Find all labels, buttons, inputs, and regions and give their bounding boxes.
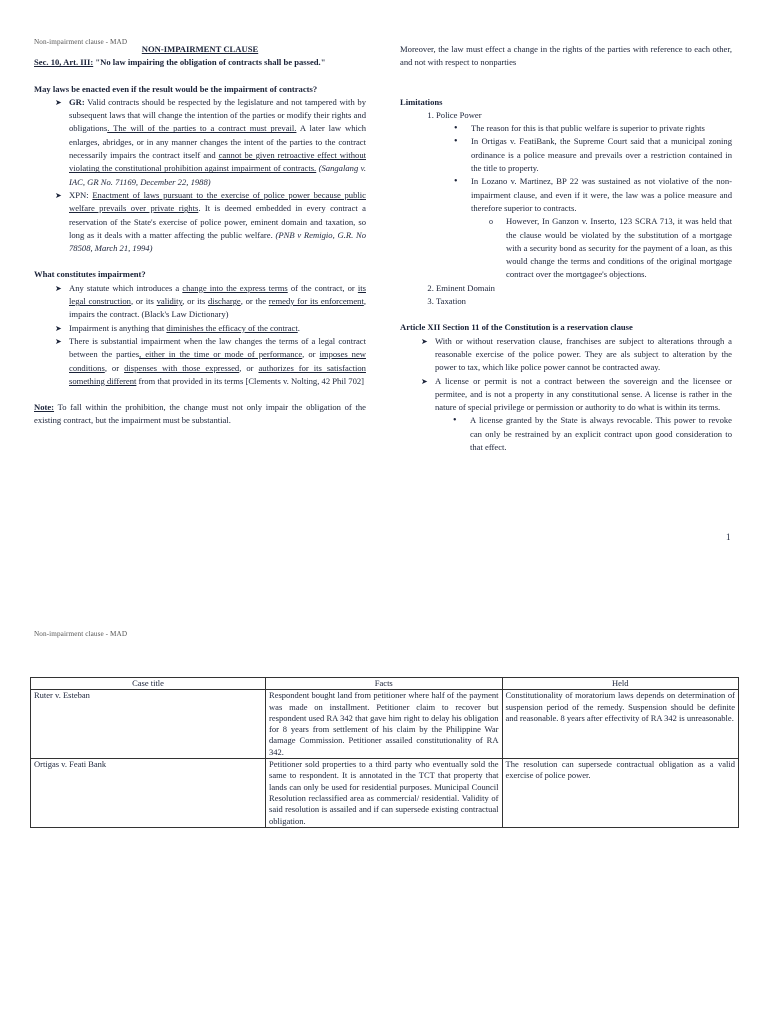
impairment-list: [34, 282, 366, 388]
page-gap: [0, 560, 768, 612]
limitations-list: [400, 109, 732, 308]
list-item: ➤ With or without reservation clause, franchises are subject to alterations through a reasonable exercise of the police power. They are als subject to alteration by the power to tax, which like police power cannot be contracted away.: [435, 335, 732, 375]
document-page-2: [0, 612, 768, 1024]
question-heading-2: What constitutes impairment?: [34, 269, 146, 280]
case-title-cell: Ruter v. Esteban: [31, 690, 266, 759]
column-header: Held: [502, 678, 739, 690]
held-cell: Constitutionality of moratorium laws depends on determination of suspension period of the remedy. Suspension should be definite and reasonable. 8 years after effectivity of RA 342 is unreasonable.: [502, 690, 739, 759]
case-table: [30, 677, 739, 828]
facts-cell: Petitioner sold properties to a third party who eventually sold the same to respondent. It is annotated in the TCT that property that lands can only be used for residential purposes. Municipal Council Resolution reclassified area as commercial/ residential. Validity of said resolution is assailed and if can supersede existing contractual obligation.: [266, 759, 502, 828]
left-column: [34, 43, 366, 428]
list-item: • In Lozano v. Martinez, BP 22 was sustained as not violative of the non-impairment clause, and even if it were, the law was a police measure and therefore superior to contracts. o However, In Ganzon v. Inserto, 123 SCRA 713, it was held that the clause would be violated by the substitution of a mortgage with a security bond as security for the payment of a loan, as this would change the terms and conditions of the original mortgage contract over the mortgagee's objections.: [471, 175, 732, 281]
page-header: Non-impairment clause - MAD: [34, 38, 128, 46]
page-number: 1: [726, 532, 731, 542]
list-item: • The reason for this is that public welfare is superior to private rights: [471, 122, 732, 135]
facts-cell: Respondent bought land from petitioner where half of the payment was made on installment. Petitioner claim to recover but respondent used RA 342 that gave him right to delay his obligation for 8 years from settlement of his claim by the Philippine War damage Commission. Petitioner assailed constitutionality of RA 342.: [266, 690, 502, 759]
right-column: [400, 43, 732, 454]
exception-item: ➤ XPN: Enactment of laws pursuant to the exercise of police power because public welfare prevails over private rights. It is deemed embedded in every contract a reservation of the State's exercise of police power, eminent domain and taxation, so long as it deals with a matter affecting the public welfare. (PNB v Remigio, G.R. No 78508, March 21, 1994): [69, 189, 366, 255]
limitation-police-power: 1. Police Power • The reason for this is that public welfare is superior to private rights • In Ortigas v. FeatiBank, the Supreme Court said that a municipal zoning ordinance is a police measure and prevails over a restriction contained in the title to property. • In Lozano v. Martinez, BP 22 was sustained as not violative of the non-impairment clause, and even if it were, the law was a police measure and therefore superior to contracts. o However, In Ganzon v. Inserto, 123 SCRA 713, it was held that the clause would be violated by the substitution of a mortgage with a security bond as security for the payment of a loan, as this would change the terms and conditions of the original mortgage contract over the mortgagee's objections.: [436, 109, 732, 282]
list-item: ➤ A license or permit is not a contract between the sovereign and the licensee or permitee, and is not a property in any constitutional sense. A license is rather in the nature of special privilege or permission or authority to do what is within its terms. • A license granted by the State is always revocable. This power to revoke can only be restrained by an explicit contract upon good consideration to that effect.: [435, 375, 732, 455]
limitation-taxation: 3. Taxation: [436, 295, 732, 308]
rule-list: [34, 96, 366, 256]
question-heading: May laws be enacted even if the result would be the impairment of contracts?: [34, 83, 318, 94]
article-heading: Article XII Section 11 of the Constitution is a reservation clause: [400, 322, 633, 333]
list-item: ➤ Any statute which introduces a change into the express terms of the contract, or its legal construction, or its validity, or its discharge, or the remedy for its enforcement, impairs the contract. (Black's Law Dictionary): [69, 282, 366, 322]
moreover-paragraph: Moreover, the law must effect a change in the rights of the parties with reference to each other, and not with respect to nonparties: [400, 44, 732, 68]
held-cell: The resolution can supersede contractual obligation as a valid exercise of police power.: [502, 759, 739, 828]
list-item: ➤ Impairment is anything that diminishes the efficacy of the contract.: [69, 322, 366, 335]
list-item: o However, In Ganzon v. Inserto, 123 SCRA 713, it was held that the clause would be violated by the substitution of a mortgage with a security bond as security for the payment of a loan, as this would change the terms and conditions of the original mortgage contract over the mortgagee's objections.: [506, 215, 732, 281]
list-item: ➤ There is substantial impairment when the law changes the terms of a legal contract between the parties, either in the time or mode of performance, or imposes new conditions, or dispenses with those expressed, or authorizes for its satisfaction something different from that provided in its terms [Clements v. Nolting, 42 Phil 702]: [69, 335, 366, 388]
license-bullets: [435, 414, 732, 454]
table-row: [31, 759, 739, 828]
column-header: Case title: [31, 678, 266, 690]
column-header: Facts: [266, 678, 502, 690]
limitations-heading: Limitations: [400, 96, 443, 107]
general-rule-item: ➤ GR: Valid contracts should be respected by the legislature and not tampered with by subsequent laws that will change the intention of the parties or modify their rights and obligations. The will of the parties to a contract must prevail. A later law which enlarges, abridges, or in any manner changes the intent of the parties to the contract necessarily impairs the contract itself and cannot be given retroactive effect without violating the constitutional prohibition against impairment of contracts. (Sangalang v. IAC, GR No. 71169, December 22, 1988): [69, 96, 366, 189]
page-header: Non-impairment clause - MAD: [34, 630, 128, 638]
table-row: [31, 690, 739, 759]
list-item: • A license granted by the State is always revocable. This power to revoke can only be restrained by an explicit contract upon good consideration to that effect.: [470, 414, 732, 454]
list-item: • In Ortigas v. FeatiBank, the Supreme Court said that a municipal zoning ordinance is a police measure and prevails over a restriction contained in the title to property.: [471, 135, 732, 175]
case-title-cell: Ortigas v. Feati Bank: [31, 759, 266, 828]
sub-bullets: [471, 215, 732, 281]
article-list: [400, 335, 732, 455]
note-paragraph: Note: To fall within the prohibition, the change must not only impair the obligation of the existing contract, but the impairment must be substantial.: [34, 402, 366, 426]
limitation-eminent-domain: 2. Eminent Domain: [436, 282, 732, 295]
police-power-bullets: [436, 122, 732, 282]
document-title: NON-IMPAIRMENT CLAUSE: [141, 44, 259, 54]
section-reference: Sec. 10, Art. III: "No law impairing the obligation of contracts shall be passed.": [34, 57, 326, 68]
